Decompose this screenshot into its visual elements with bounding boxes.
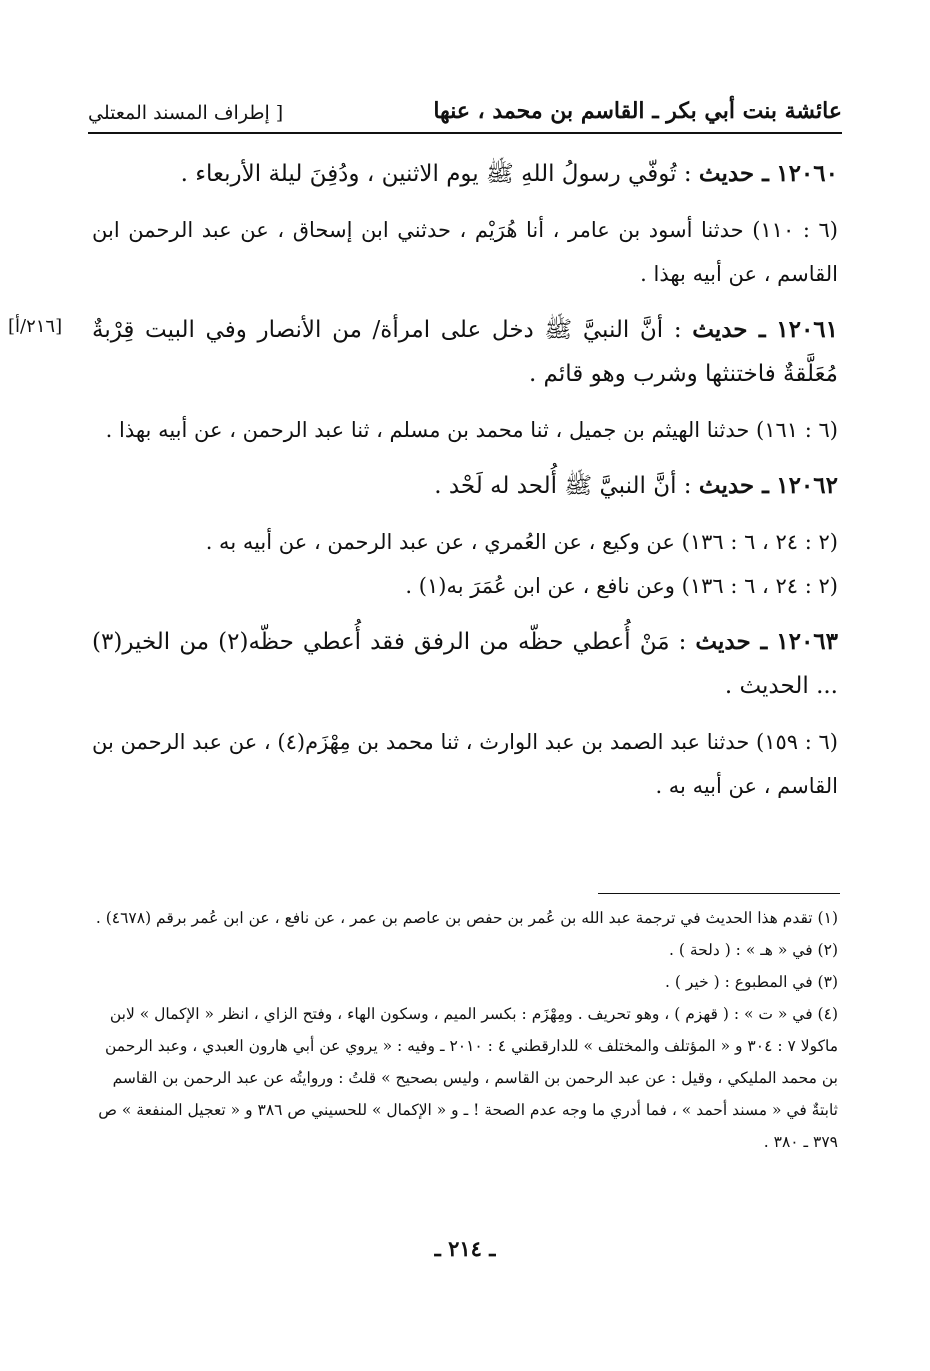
hadith-label: ـ حديث — [698, 160, 769, 187]
hadith-label: ـ حديث — [698, 472, 769, 499]
manuscript-folio-ref: [٢١٦/أ] — [8, 316, 63, 337]
hadith-text: : أنَّ النبيَّ ﷺ أُلحد له لَحْد . — [434, 473, 692, 499]
hadith-label: ـ حديث — [695, 628, 768, 655]
isnad-block — [92, 520, 838, 608]
isnad-block — [92, 720, 838, 808]
footnote: (٣) في المطبوع : ( خير ) . — [665, 973, 838, 991]
hadith-entry — [92, 620, 838, 708]
isnad-line: (٦ : ١٥٩) حدثنا عبد الصمد بن عبد الوارث ، ثنا محمد بن مِهْزَم(٤) ، عن عبد الرحمن بن القاسم ، عن أبيه به . — [92, 730, 838, 798]
hadith-number: ١٢٠٦٣ — [776, 628, 839, 655]
hadith-entry — [92, 464, 838, 508]
hadith-text: : مَنْ أُعطي حظّه من الرفق فقد أُعطي حظّه(٢) من الخير(٣) ... الحديث . — [92, 629, 838, 699]
hadith-entry — [92, 308, 838, 396]
isnad-line: (٦ : ١١٠) حدثنا أسود بن عامر ، أنا هُرَيْم ، حدثني ابن إسحاق ، عن عبد الرحمن ابن القاسم ، عن أبيه بهذا . — [92, 218, 838, 286]
header-divider — [88, 132, 842, 134]
hadith-number: ١٢٠٦٢ — [776, 472, 838, 499]
running-header — [88, 84, 842, 124]
footnote: (١) تقدم هذا الحديث في ترجمة عبد الله بن عُمر بن حفص بن عاصم بن عمر ، عن نافع ، عن ابن عُمر برقم (٤٦٧٨) . — [95, 909, 838, 927]
main-text — [92, 152, 838, 820]
isnad-block — [92, 208, 838, 296]
hadith-entry — [92, 152, 838, 196]
page-number: ـ ٢١٤ ـ — [434, 1236, 496, 1261]
header-book-title: [ إطراف المسند المعتلي — [88, 102, 284, 124]
footnote: (٢) في « هـ » : ( دلحة ) . — [669, 941, 838, 959]
isnad-block — [92, 408, 838, 452]
footnote: (٤) في « ت » : ( قهزم ) ، وهو تحريف . ومِهْزَم : بكسر الميم ، وسكون الهاء ، وفتح الزاي ، انظر « الإكمال » لابن ماكولا ٧ : ٣٠٤ و « المؤتلف والمختلف » للدارقطني ٤ : ٢٠١٠ ـ وفيه : « يروي عن أبي هارون العبدي ، وعبد الرحمن بن محمد المليكي ، وقيل : عن عبد الرحمن بن القاسم ، وليس بصحيح » قلتُ : وروايتُه عن عبد الرحمن بن القاسم ثابتةٌ في « مسند أحمد » ، فما أدري ما وجه عدم الصحة ! ـ و « الإكمال » للحسيني ص ٣٨٦ و « تعجيل المنفعة » ص ٣٧٩ ـ ٣٨٠ . — [98, 1005, 838, 1151]
hadith-label: ـ حديث — [692, 316, 766, 343]
isnad-line: (٢ : ٢٤ ، ٦ : ١٣٦) عن وكيع ، عن العُمري ، عن عبد الرحمن ، عن أبيه به . — [205, 530, 838, 554]
isnad-line: (٦ : ١٦١) حدثنا الهيثم بن جميل ، ثنا محمد بن مسلم ، ثنا عبد الرحمن ، عن أبيه بهذا . — [105, 418, 838, 442]
hadith-number: ١٢٠٦١ — [776, 316, 839, 343]
hadith-number: ١٢٠٦٠ — [776, 160, 838, 187]
footnote-divider — [598, 893, 840, 894]
hadith-text: : أنَّ النبيَّ ﷺ دخل على امرأة/ من الأنصار وفي البيت قِرْبةٌ مُعَلَّقةٌ فاختنثها وشرب وهو قائم . — [92, 317, 838, 387]
header-title: عائشة بنت أبي بكر ـ القاسم بن محمد ، عنها — [433, 98, 842, 124]
footnotes — [92, 902, 838, 1158]
hadith-text: : تُوفّي رسولُ اللهِ ﷺ يوم الاثنين ، ودُفِنَ ليلة الأربعاء . — [180, 161, 692, 187]
isnad-line: (٢ : ٢٤ ، ٦ : ١٣٦) وعن نافع ، عن ابن عُمَرَ به(١) . — [405, 574, 838, 598]
